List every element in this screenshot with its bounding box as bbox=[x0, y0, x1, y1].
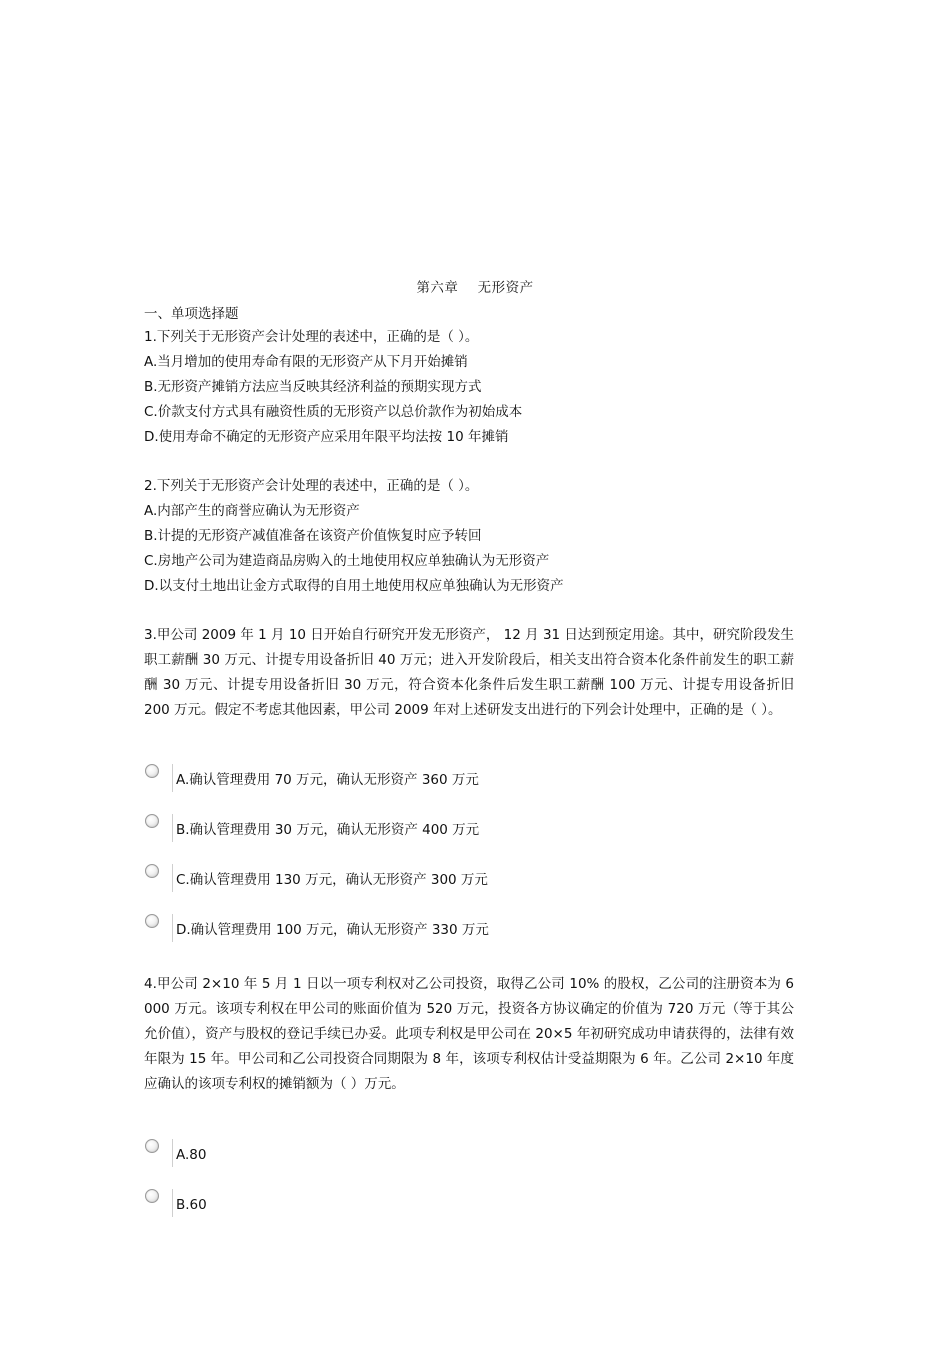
option-divider bbox=[172, 864, 173, 892]
radio-button-icon[interactable] bbox=[145, 1189, 159, 1203]
option-label: B.确认管理费用 30 万元，确认无形资产 400 万元 bbox=[176, 822, 480, 838]
question-2-option-d: D.以支付土地出让金方式取得的自用土地使用权应单独确认为无形资产 bbox=[144, 578, 564, 594]
option-label: A.确认管理费用 70 万元，确认无形资产 360 万元 bbox=[176, 772, 479, 788]
question-2-option-a: A.内部产生的商誉应确认为无形资产 bbox=[144, 503, 360, 519]
question-2-option-c: C.房地产公司为建造商品房购入的土地使用权应单独确认为无形资产 bbox=[144, 553, 550, 569]
question-1-option-b: B.无形资产摊销方法应当反映其经济利益的预期实现方式 bbox=[144, 379, 482, 395]
question-4-stem: 4.甲公司 2×10 年 5 月 1 日以一项专利权对乙公司投资，取得乙公司 10% 的股权，乙公司的注册资本为 6 000 万元。该项专利权在甲公司的账面价值为 520 万元，投资各方协议确定的价值为 720 万元（等于其公允价值），资产与股权的登记手续已办妥。此项专利权是甲公司在 20×5 年初研究成功申请获得的，法律有效年限为 15 年。甲公司和乙公司投资合同期限为 8 年，该项专利权估计受益期限为 6 年。乙公司 2×10 年度应确认的该项专利权的摊销额为（ ）万元。 bbox=[144, 976, 794, 1092]
option-label: A.80 bbox=[176, 1147, 207, 1163]
question-2-stem: 2.下列关于无形资产会计处理的表述中，正确的是（ ）。 bbox=[144, 478, 479, 494]
option-label: C.确认管理费用 130 万元，确认无形资产 300 万元 bbox=[176, 872, 488, 888]
question-1-option-c: C.价款支付方式具有融资性质的无形资产以总价款作为初始成本 bbox=[144, 404, 523, 420]
question-2 bbox=[144, 474, 794, 599]
option-label: D.确认管理费用 100 万元，确认无形资产 330 万元 bbox=[176, 922, 489, 938]
radio-button-icon[interactable] bbox=[145, 864, 159, 878]
question-2-option-b: B.计提的无形资产减值准备在该资产价值恢复时应予转回 bbox=[144, 528, 482, 544]
option-label: B.60 bbox=[176, 1197, 207, 1213]
option-divider bbox=[172, 914, 173, 942]
option-divider bbox=[172, 1139, 173, 1167]
radio-button-icon[interactable] bbox=[145, 914, 159, 928]
section-heading: 一、单项选择题 bbox=[144, 306, 239, 322]
option-divider bbox=[172, 764, 173, 792]
radio-button-icon[interactable] bbox=[145, 1139, 159, 1153]
question-1-option-d: D.使用寿命不确定的无形资产应采用年限平均法按 10 年摊销 bbox=[144, 429, 509, 445]
question-1-stem: 1.下列关于无形资产会计处理的表述中，正确的是（ ）。 bbox=[144, 329, 479, 345]
question-1 bbox=[144, 325, 794, 450]
radio-button-icon[interactable] bbox=[145, 814, 159, 828]
option-divider bbox=[172, 1189, 173, 1217]
radio-button-icon[interactable] bbox=[145, 764, 159, 778]
question-3-stem: 3.甲公司 2009 年 1 月 10 日开始自行研究开发无形资产， 12 月 31 日达到预定用途。其中，研究阶段发生职工薪酬 30 万元、计提专用设备折旧 40 万元；进入开发阶段后，相关支出符合资本化条件前发生的职工薪酬 30 万元、计提专用设备折旧 30 万元，符合资本化条件后发生职工薪酬 100 万元、计提专用设备折旧 200 万元。假定不考虑其他因素，甲公司 2009 年对上述研发支出进行的下列会计处理中，正确的是（ ）。 bbox=[144, 627, 794, 718]
option-divider bbox=[172, 814, 173, 842]
chapter-title: 第六章 无形资产 bbox=[416, 280, 534, 296]
question-1-option-a: A.当月增加的使用寿命有限的无形资产从下月开始摊销 bbox=[144, 354, 468, 370]
